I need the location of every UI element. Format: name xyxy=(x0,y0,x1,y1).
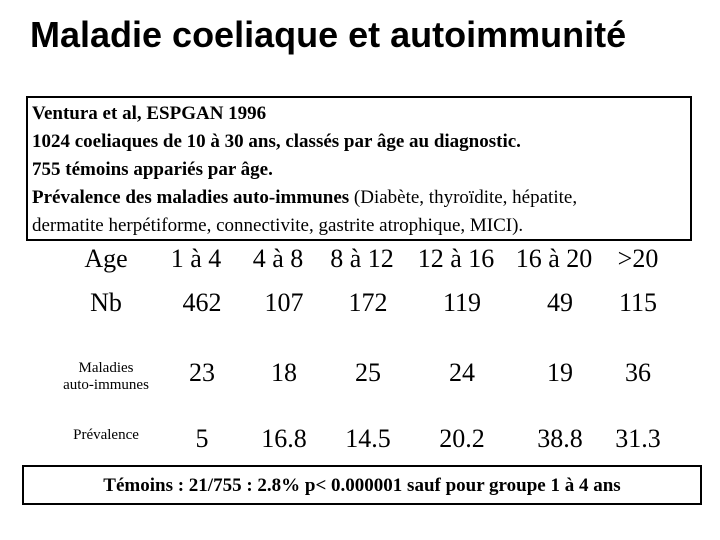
maladies-cell: 18 xyxy=(271,358,297,387)
header-cell: 4 à 8 xyxy=(252,244,304,273)
maladies-cell: 24 xyxy=(449,358,475,387)
row-label-maladies xyxy=(63,360,149,394)
prevalence-cell: 38.8 xyxy=(537,424,583,453)
row-label-nb: Nb xyxy=(90,288,122,317)
header-cell: 1 à 4 xyxy=(170,244,222,273)
study-controls: 755 témoins appariés par âge. xyxy=(32,159,273,180)
prevalence-cell: 16.8 xyxy=(261,424,307,453)
nb-cell: 49 xyxy=(547,288,573,317)
disease-list-part2: dermatite herpétiforme, connectivite, gastrite atrophique, MICI). xyxy=(32,215,524,236)
prevalence-cell: 5 xyxy=(195,424,209,453)
maladies-cell: 25 xyxy=(355,358,381,387)
header-cell: 12 à 16 xyxy=(417,244,495,273)
row-label-maladies-line2: auto-immunes xyxy=(63,377,149,393)
study-cohort: 1024 coeliaques de 10 à 30 ans, classés par âge au diagnostic. xyxy=(32,131,521,152)
row-label-maladies-line1: Maladies xyxy=(78,360,134,376)
header-label-age: Age xyxy=(84,244,128,273)
row-label-prevalence: Prévalence xyxy=(73,427,139,443)
nb-cell: 119 xyxy=(442,288,482,317)
data-table xyxy=(50,244,710,464)
maladies-cell: 19 xyxy=(547,358,573,387)
page-title: Maladie coeliaque et autoimmunité xyxy=(30,14,627,55)
nb-cell: 172 xyxy=(348,288,388,317)
disease-list-part1: (Diabète, thyroïdite, hépatite, xyxy=(349,187,578,208)
nb-cell: 115 xyxy=(618,288,658,317)
prevalence-cell: 14.5 xyxy=(345,424,391,453)
prevalence-cell: 20.2 xyxy=(439,424,485,453)
maladies-cell: 36 xyxy=(625,358,651,387)
study-reference: Ventura et al, ESPGAN 1996 xyxy=(32,103,267,124)
prevalence-heading: Prévalence des maladies auto-immunes xyxy=(32,187,350,208)
header-cell: >20 xyxy=(617,244,659,273)
prevalence-cell: 31.3 xyxy=(615,424,661,453)
study-info-box xyxy=(26,96,692,241)
study-prevalence-line xyxy=(32,184,690,212)
nb-cell: 462 xyxy=(182,288,222,317)
nb-cell: 107 xyxy=(264,288,304,317)
header-cell: 8 à 12 xyxy=(330,244,394,273)
maladies-cell: 23 xyxy=(189,358,215,387)
header-cell: 16 à 20 xyxy=(515,244,593,273)
controls-summary-box: Témoins : 21/755 : 2.8% p< 0.000001 sauf pour groupe 1 à 4 ans xyxy=(22,465,702,505)
